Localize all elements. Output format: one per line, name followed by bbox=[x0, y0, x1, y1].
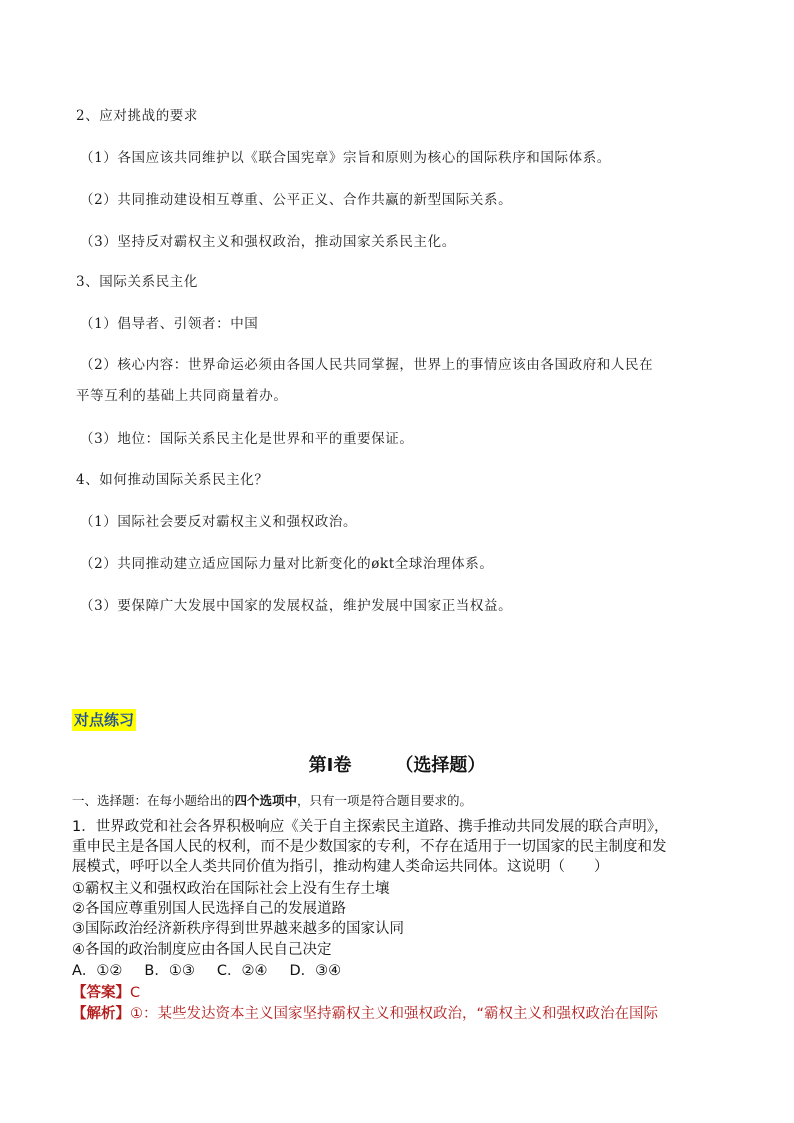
option-a: A．①② bbox=[72, 963, 123, 979]
question-stem-line: 展模式，呼吁以全人类共同价值为指引，推动构建人类命运共同体。这说明（ ） bbox=[72, 859, 609, 875]
answer-value: C bbox=[130, 985, 141, 1001]
list-item: （3）要保障广大发展中国家的发展权益，维护发展中国家正当权益。 bbox=[80, 598, 513, 614]
option-c: C．②④ bbox=[216, 963, 268, 979]
question-statement: ①霸权主义和强权政治在国际社会上没有生存土壤 bbox=[72, 881, 390, 897]
option-b: B．①③ bbox=[144, 963, 195, 979]
practice-tag: 对点练习 bbox=[74, 711, 135, 729]
question-statement: ③国际政治经济新秩序得到世界越来越多的国家认同 bbox=[72, 921, 404, 937]
list-item: （2）共同推动建设相互尊重、公平正义、合作共赢的新型国际关系。 bbox=[80, 192, 513, 208]
answer-options bbox=[72, 961, 732, 981]
list-item: （3）地位：国际关系民主化是世界和平的重要保证。 bbox=[80, 431, 414, 447]
analysis-text: ①：某些发达资本主义国家坚持霸权主义和强权政治，“霸权主义和强权政治在国际 bbox=[130, 1006, 659, 1022]
list-item: （1）倡导者、引领者：中国 bbox=[80, 316, 259, 332]
volume-title-main: 第Ⅰ卷 bbox=[308, 755, 352, 776]
analysis-label: 【解析】 bbox=[72, 1006, 130, 1022]
list-item: （2）共同推动建立适应国际力量对比新变化的økt全球治理体系。 bbox=[80, 556, 494, 572]
list-item-continuation: 平等互利的基础上共同商量着办。 bbox=[76, 388, 288, 404]
list-item: （1）国际社会要反对霸权主义和强权政治。 bbox=[80, 514, 358, 530]
heading-3: 3、国际关系民主化 bbox=[76, 274, 198, 290]
question-statement: ②各国应尊重别国人民选择自己的发展道路 bbox=[72, 901, 346, 917]
answer-label: 【答案】 bbox=[72, 985, 130, 1001]
list-item: （3）坚持反对霸权主义和强权政治，推动国家关系民主化。 bbox=[80, 234, 456, 250]
question-stem-line: 重申民主是各国人民的权利，而不是少数国家的专利，不存在适用于一切国家的民主制度和发 bbox=[72, 839, 667, 855]
question-statement: ④各国的政治制度应由各国人民自己决定 bbox=[72, 942, 332, 958]
answer-line bbox=[72, 983, 732, 1003]
volume-title bbox=[0, 751, 794, 777]
heading-2: 2、应对挑战的要求 bbox=[76, 108, 198, 124]
question-stem-line: 1．世界政党和社会各界积极响应《关于自主探索民主道路、携手推动共同发展的联合声明》， bbox=[72, 819, 669, 835]
section-instructions: 一、选择题：在每小题给出的四个选项中，只有一项是符合题目要求的。 bbox=[72, 793, 473, 808]
heading-4: 4、如何推动国际关系民主化？ bbox=[76, 472, 269, 488]
analysis-line bbox=[72, 1004, 732, 1024]
volume-title-sub: （选择题） bbox=[395, 755, 486, 776]
option-d: D．③④ bbox=[289, 963, 342, 979]
list-item: （2）核心内容：世界命运必须由各国人民共同掌握，世界上的事情应该由各国政府和人民在 bbox=[80, 357, 654, 373]
list-item: （1）各国应该共同维护以《联合国宪章》宗旨和原则为核心的国际秩序和国际体系。 bbox=[80, 150, 611, 166]
